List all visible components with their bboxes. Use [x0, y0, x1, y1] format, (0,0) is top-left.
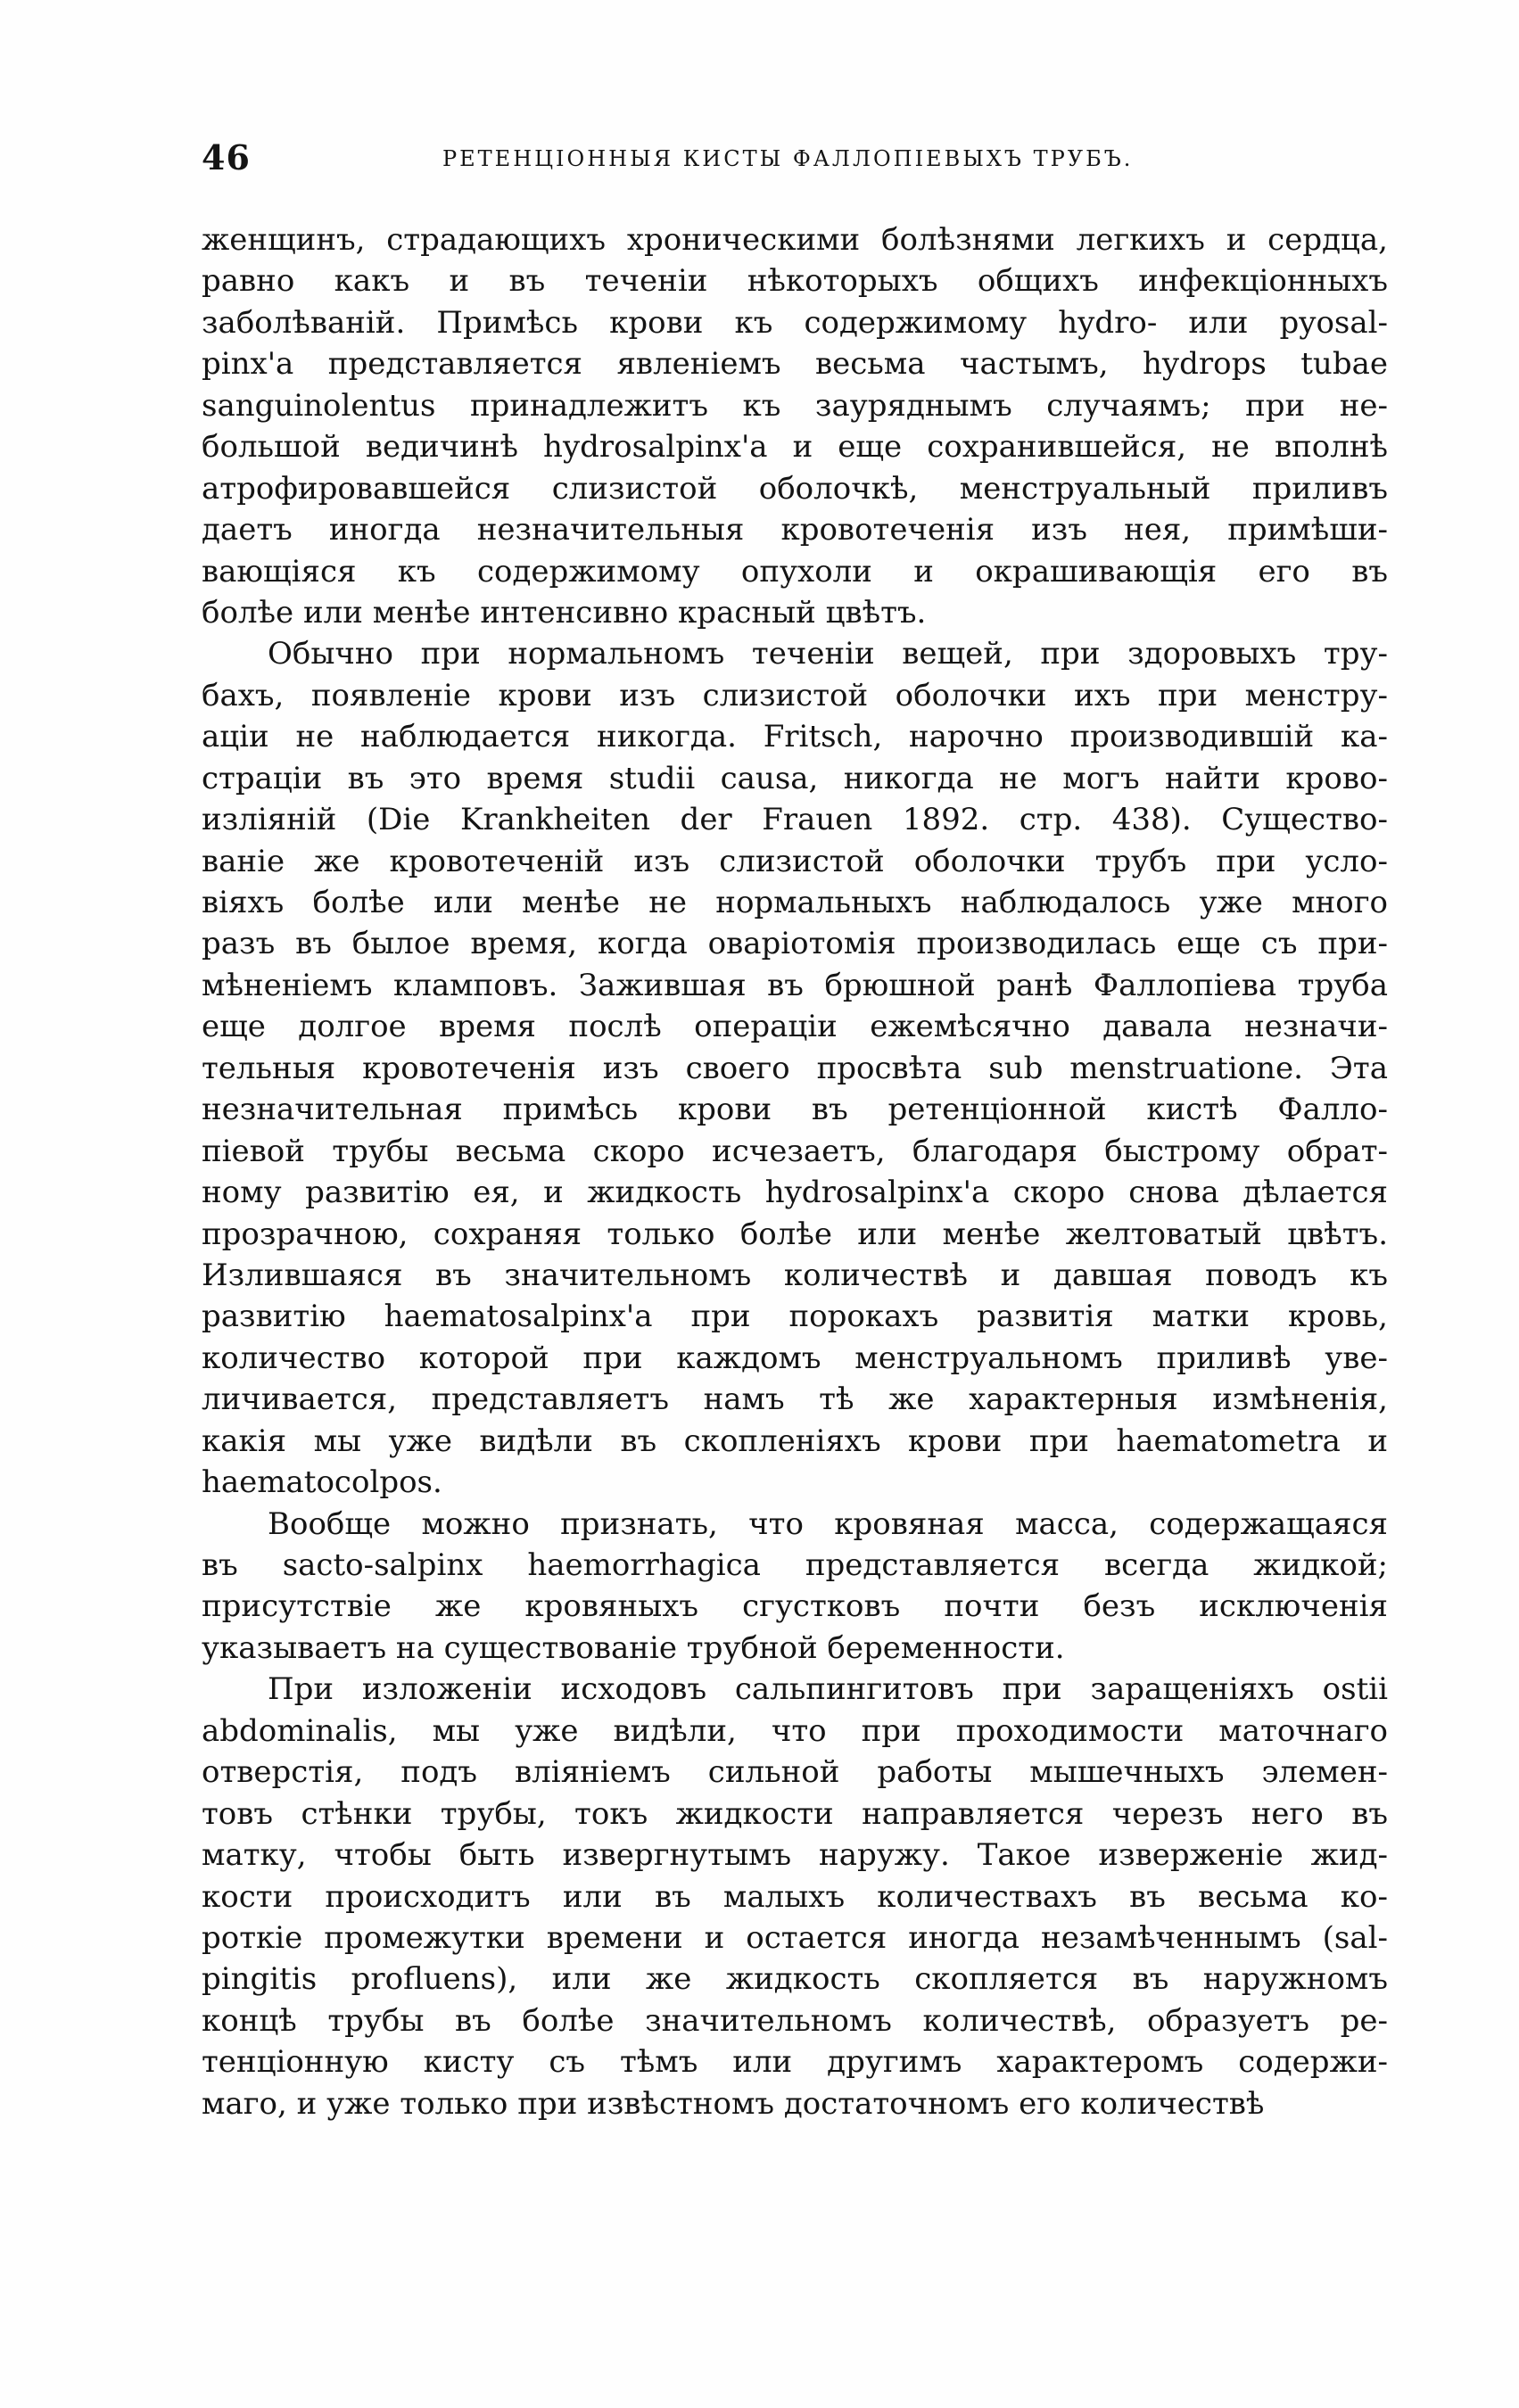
text-line: болѣе или менѣе интенсивно красный цвѣтъ.	[202, 594, 927, 631]
text-line: присутствіе же кровяныхъ сгустковъ почти безъ исключенія	[202, 1588, 1388, 1625]
text-line: При изложеніи исходовъ сальпингитовъ при заращеніяхъ ostii	[268, 1671, 1388, 1708]
paragraph	[202, 1669, 1388, 2124]
text-line: какія мы уже видѣли въ скопленіяхъ крови при haematometra и	[202, 1423, 1388, 1459]
text-line: роткіе промежутки времени и остается иногда незамѣченнымъ (sal-	[202, 1919, 1388, 1956]
text-line: въ sacto-salpinx haemorrhagica представляется всегда жидкой;	[202, 1547, 1388, 1583]
text-line: аціи не наблюдается никогда. Fritsch, нарочно производившій ка-	[202, 719, 1388, 755]
text-line: концѣ трубы въ болѣе значительномъ количествѣ, образуетъ ре-	[202, 2002, 1388, 2039]
text-line: большой ведичинѣ hydrosalpinx'а и еще сохранившейся, не вполнѣ	[202, 429, 1388, 466]
paragraph	[202, 633, 1388, 1503]
paragraph	[202, 1504, 1388, 1670]
text-line: маго, и уже только при извѣстномъ достаточномъ его количествѣ	[202, 2085, 1265, 2122]
text-line: отверстія, подъ вліяніемъ сильной работы мышечныхъ элемен-	[202, 1754, 1388, 1791]
text-line: Обычно при нормальномъ теченіи вещей, при здоровыхъ тру-	[268, 636, 1388, 672]
text-line: количество которой при каждомъ менструальномъ приливѣ уве-	[202, 1340, 1388, 1376]
text-line: віяхъ болѣе или менѣе не нормальныхъ наблюдалось уже много	[202, 885, 1388, 920]
text-line: даетъ иногда незначительныя кровотеченія изъ нея, примѣши-	[202, 512, 1388, 548]
page-number: 46	[202, 137, 251, 177]
text-line: изліяній (Die Krankheiten der Frauen 1892. стр. 438). Существо-	[202, 802, 1388, 838]
text-line: незначительная примѣсь крови въ ретенціонной кистѣ Фалло-	[202, 1092, 1388, 1128]
text-line: заболѣваній. Примѣсь крови къ содержимому hydro- или pyosal-	[202, 304, 1388, 341]
text-line: матку, чтобы быть извергнутымъ наружу. Такое изверженіе жид-	[202, 1837, 1388, 1874]
text-line: haematocolpos.	[202, 1464, 442, 1501]
text-line: ваніе же кровотеченій изъ слизистой оболочки трубъ при усло-	[202, 843, 1388, 879]
text-line: Излившаяся въ значительномъ количествѣ и давшая поводъ къ	[202, 1257, 1388, 1293]
text-line: sanguinolentus принадлежитъ къ зауряднымъ случаямъ; при не-	[202, 387, 1388, 424]
text-line: атрофировавшейся слизистой оболочкѣ, менструальный приливъ	[202, 470, 1388, 507]
text-line: прозрачною, сохраняя только болѣе или менѣе желтоватый цвѣтъ.	[202, 1216, 1388, 1252]
text-line: піевой трубы весьма скоро исчезаетъ, благодаря быстрому обрат-	[202, 1133, 1388, 1169]
text-line: развитію haematosalpinx'а при порокахъ развитія матки кровь,	[202, 1299, 1388, 1335]
body-text	[202, 219, 1388, 2124]
text-line: страціи въ это время studii causa, никогда не могъ найти крово-	[202, 760, 1388, 796]
text-line: бахъ, появленіе крови изъ слизистой оболочки ихъ при менстру-	[202, 677, 1388, 713]
text-line: abdominalis, мы уже видѣли, что при проходимости маточнаго	[202, 1712, 1388, 1749]
page-header	[202, 134, 1388, 187]
text-line: вающіяся къ содержимому опухоли и окрашивающія его въ	[202, 553, 1388, 590]
text-line: кости происходитъ или въ малыхъ количествахъ въ весьма ко-	[202, 1878, 1388, 1915]
text-line: женщинъ, страдающихъ хроническими болѣзнями легкихъ и сердца,	[202, 222, 1388, 258]
paragraph	[202, 219, 1388, 633]
running-head: РЕТЕНЦІОННЫЯ КИСТЫ ФАЛЛОПІЕВЫХЪ ТРУБЪ.	[442, 146, 1134, 171]
text-line: товъ стѣнки трубы, токъ жидкости направляется черезъ него въ	[202, 1795, 1388, 1832]
text-line: тенціонную кисту съ тѣмъ или другимъ характеромъ содержи-	[202, 2044, 1388, 2081]
text-line: разъ въ былое время, когда оваріотомія производилась еще съ при-	[202, 926, 1388, 962]
text-line: тельныя кровотеченія изъ своего просвѣта sub menstruatione. Эта	[202, 1050, 1388, 1086]
text-line: личивается, представляетъ намъ тѣ же характерныя измѣненія,	[202, 1381, 1388, 1418]
text-line: Вообще можно признать, что кровяная масса, содержащаяся	[268, 1505, 1388, 1542]
text-line: равно какъ и въ теченіи нѣкоторыхъ общихъ инфекціонныхъ	[202, 263, 1388, 300]
text-line: еще долгое время послѣ операціи ежемѣсячно давала незначи-	[202, 1009, 1388, 1045]
text-line: ному развитію ея, и жидкость hydrosalpinx'а скоро снова дѣлается	[202, 1175, 1388, 1211]
text-line: мѣненіемъ кламповъ. Зажившая въ брюшной ранѣ Фаллопіева труба	[202, 967, 1388, 1003]
text-line: указываетъ на существованіе трубной беременности.	[202, 1629, 1065, 1666]
text-line: pinx'а представляется явленіемъ весьма частымъ, hydrops tubae	[202, 346, 1388, 383]
text-line: pingitis profluens), или же жидкость скопляется въ наружномъ	[202, 1961, 1388, 1998]
